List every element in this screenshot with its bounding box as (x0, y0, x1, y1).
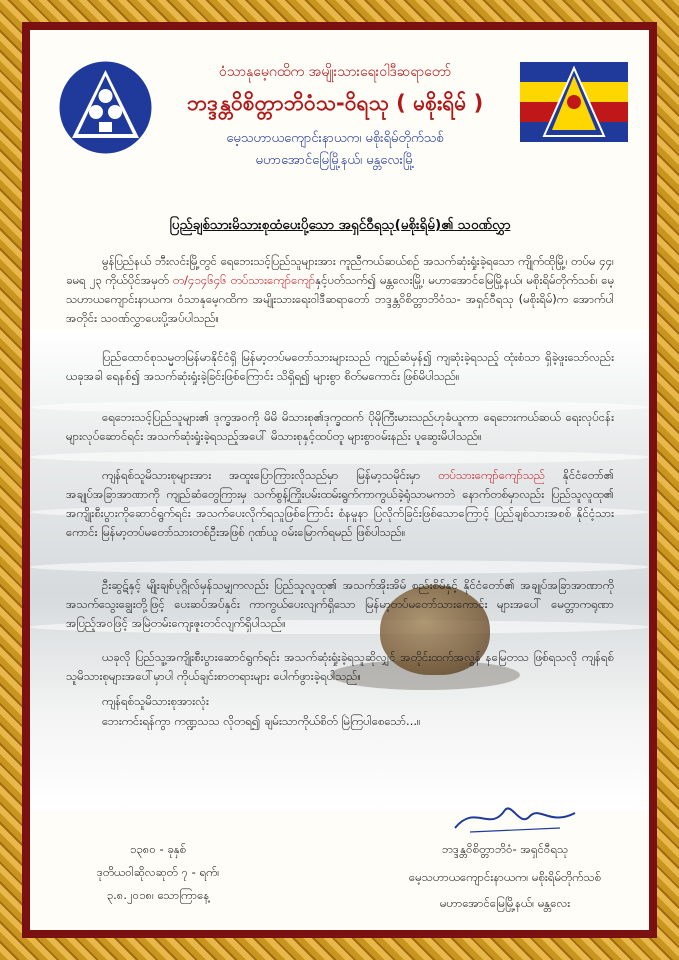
paragraph-6: ယခုလို ပြည်သူ့အကျိုးစီးပွားဆောင်ရွက်ရင်း အသက်ဆုံးရှုံးခဲ့ရသူဆိုလျှင် အတိုင်းထက်အလွန် နမြေတသ ဖြစ်ရသလို ကျန်ရစ်သူမိသားစုများအပေါ်မှာပါ ကိုယ်ချင်းစာတရားများ ပေါက်ဖွားခဲ့ရပါသည်။ (66, 650, 614, 683)
paragraph-1-text-cont: နှင့်ပတ်သက်၍ မန္တလေးမြို့၊ မဟာအောင်မြေမြို့နယ်၊ မစိုးရိမ်တိုက်သစ်၊ မေ့သဟာယကျောင်းနာယက၊ ဝံသာနုမေ့ဂထိက အမျိုးသားရေးဝါဒီဆရာတော် ဘဒ္ဒန္တဝိစိတ္တာဘိဝံသ- အရှင်ဝီရသု (မစိုးရိမ်)က အောက်ပါအတိုင်း သဝဏ်လွှာပေးပို့အပ်ပါသည်။ (66, 273, 615, 325)
wave-stripe (30, 560, 649, 574)
paragraph-5: ဦးဆွဋ်နှင့် မျိုးချစ်ပုဂ္ဂိုလ်မှန်သမျှကလည်း ပြည်သူလူထု၏ အသက်အိုးအိမ် စည်းစိမ်နှင့် နိုင်ငံတော်၏ အချုပ်အခြာအာဏာကို အသက်သွေးချွေးတို့ဖြင့် ပေးဆပ်အပ်နှင်း ကာကွယ်ပေးလျက်ရှိသော မြန်မာ့တပ်မတော်သားကောင်း များအပေါ် မေတ္တာကရုဏာ အပြည့်အဝဖြင့် အမြဲတမ်းကျေးဇူးတင်လျက်ရှိပါသည်။ (66, 578, 614, 630)
header-monastery: မေ့သဟာယကျောင်းနာယက၊ မစိုးရိမ်တိုက်သစ် (226, 131, 444, 146)
date-gregorian: ၃.၈.၂၀၁၈၊ သောကြာနေ့ (106, 888, 210, 902)
paragraph-2: ပြည်ထောင်စုသမ္မတမြန်မာနိုင်ငံရှိ မြန်မာ့တပ်မတော်သားများသည် ကျည်ဆံမှန်၍ ကျဆုံးခဲ့ရသည့် ထုံးစံသာ ရှိခဲ့ဖူးသော်လည်း ယခုအခါ ရေနစ်၍ အသက်ဆုံးရှုံးခဲ့ခြင်းဖြစ်ကြောင်း သိရှိရ၍ များစွာ စိတ်မကောင်း ဖြစ်မိပါသည်။ (66, 350, 614, 383)
signatory-township: မဟာအောင်မြေမြို့နယ်၊ မန္တလေး (439, 896, 571, 910)
date-year: ၁၃၈၀ - ခုနှစ် (129, 842, 187, 856)
handwritten-signature (450, 798, 580, 838)
paragraph-4-text: ကျန်ရစ်သူမိသားစုများအား အထူးပြောကြားလိုသည်မှာ မြန်မာ့သမိုင်းမှာ (102, 468, 439, 482)
monastery-logo (58, 60, 153, 155)
letter-title: ပြည်ချစ်သားမိသားစုထံပေးပို့သော အရှင်ဝီရသု(မစိုးရိမ်)၏ သဝဏ်လွှာ (169, 217, 511, 233)
national-flag-emblem (520, 62, 628, 142)
background-photo (30, 330, 649, 810)
paragraph-1-text: မွန်ပြည်နယ် ဘီးလင်းမြို့တွင် ရေဘေးသင့်ပြည်သူများအား ကူညီကယ်ဆယ်စဉ် အသက်ဆုံးရှုံးခဲ့ရသော ကျိုက်ထိုမြို့၊ တပ်မ ၄၄၊ ခမရ ၂၃ ကိုယ်ပိုင်အမှတ် (66, 254, 614, 287)
header-township: မဟာအောင်မြေမြို့နယ်၊ မန္တလေးမြို့ (255, 153, 415, 168)
closing-salutation: ကျန်ရစ်သူမိသားစုအားလုံး (102, 694, 209, 708)
signatory-monastery: မေ့သဟာယကျောင်းနာယက၊ မစိုးရိမ်တိုက်သစ် (408, 870, 602, 884)
paragraph-4 (66, 466, 614, 542)
signatory-name: ဘဒ္ဒန္တဝိစိတ္တာဘိဝံ- အရှင်ဝီရသု (441, 842, 569, 856)
letter-paper (30, 30, 649, 930)
paragraph-1 (66, 252, 614, 328)
closing-blessing: ဘေးကင်းရန်ကွာ ကဏ္ဍသသ လိုတရ၍ ချမ်းသာကိုယ်စိတ် မြဲကြပါစေသော်...။ (102, 714, 421, 728)
paragraph-4-text-cont: နိုင်ငံတော်၏ အချုပ်အခြာအာဏာကို ကျည်ဆံတွေကြားမှ သက်စွန့်ကြိုးပမ်းထမ်းရွက်ကာကွယ်ခဲ့ရုံသာမကဘဲ နောက်တစ်မှာလည်း ပြည်သူလူထု၏ အကျိုးစီးပွားကိုဆောင်ရွက်ရင်း အသက်ပေးလိုက်ရသူဖြစ်ကြောင်း စံနမူနာ ပြလိုက်ခြင်းဖြစ်သောကြောင့် ပြည်ချစ်သားအစစ် နိုင်ငံ့သားကောင်း မြန်မာ့တပ်မတော်သားတစ်ဦးအဖြစ် ဂုဏ်ယူ ဝမ်းမြောက်ရမည် ဖြစ်ပါသည်။ (66, 468, 614, 539)
header-org-name: ဝံသာနုမေ့ဂထိက အမျိုးသားရေးဝါဒီဆရာတော် (218, 64, 452, 80)
wave-stripe (30, 450, 649, 464)
paragraph-3: ရေဘေးသင့်ပြည်သူများ၏ ဒုက္ခအဝကို မိမိ မိသားစု၏ဒုက္ခထက် ပိုမိုကြီးမားသည်ဟုခံယူကာ ရေဘေးကယ်ဆယ် ရေးလုပ်ငန်းများလုပ်ဆောင်ရင်း အသက်ဆုံးရှုံးခဲ့ရသည့်အပေါ် မိသားစုနှင့်ထပ်တူ များစွာဝမ်းနည်း ပူဆွေးမိပါသည်။ (66, 410, 614, 443)
date-lunar: ဒုတိယဝါဆိုလဆုတ် ၇ - ရက်၊ (96, 865, 220, 879)
soldier-name-highlight: တပ်သားကျော်ကျော်သည် (438, 468, 546, 482)
header-abbot-name: ဘဒ္ဒန္တဝိစိတ္တာဘိဝံသ-ဝိရသု ( မစိုးရိမ် ) (186, 91, 484, 115)
soldier-name-highlight: တ/၄၁၄၆၄၆ တပ်သားကျော်ကျော် (172, 273, 316, 287)
